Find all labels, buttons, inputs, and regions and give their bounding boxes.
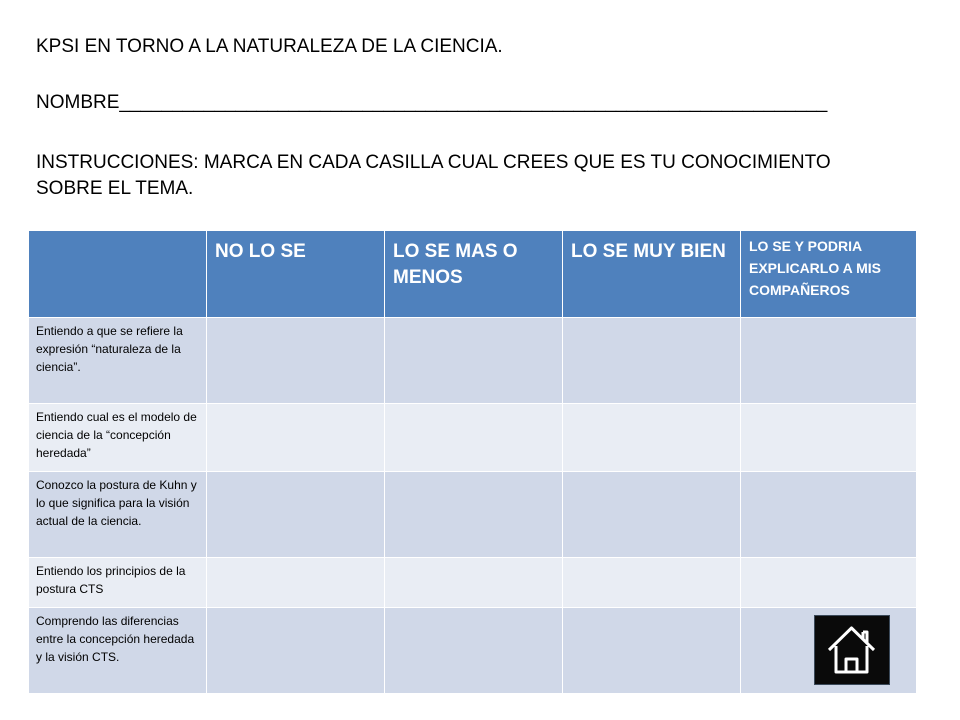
answer-cell[interactable]: [563, 608, 741, 694]
answer-cell[interactable]: [563, 558, 741, 608]
kpsi-table: [28, 230, 917, 694]
table-row: [29, 318, 917, 404]
answer-cell[interactable]: [207, 558, 385, 608]
row-statement: Entiendo los principios de la postura CTS: [29, 558, 207, 608]
answer-cell[interactable]: [563, 404, 741, 472]
answer-cell[interactable]: [207, 404, 385, 472]
table-row: [29, 558, 917, 608]
answer-cell[interactable]: [563, 472, 741, 558]
header-lo-se-y-podria-explicarlo: LO SE Y PODRIA EXPLICARLO A MIS COMPAÑEROS: [741, 231, 917, 318]
row-statement: Conozco la postura de Kuhn y lo que significa para la visión actual de la ciencia.: [29, 472, 207, 558]
home-icon: [815, 616, 888, 683]
answer-cell[interactable]: [563, 318, 741, 404]
answer-cell[interactable]: [207, 608, 385, 694]
name-line: NOMBRE___________________________________________________________________: [36, 92, 828, 113]
answer-cell[interactable]: [207, 318, 385, 404]
header-lo-se-mas-o-menos: LO SE MAS O MENOS: [385, 231, 563, 318]
row-statement: Entiendo a que se refiere la expresión “naturaleza de la ciencia”.: [29, 318, 207, 404]
answer-cell[interactable]: [741, 558, 917, 608]
answer-cell[interactable]: [741, 472, 917, 558]
table-row: [29, 608, 917, 694]
answer-cell[interactable]: [741, 404, 917, 472]
table-row: [29, 404, 917, 472]
row-statement: Entiendo cual es el modelo de ciencia de la “concepción heredada”: [29, 404, 207, 472]
instructions: INSTRUCCIONES: MARCA EN CADA CASILLA CUAL CREES QUE ES TU CONOCIMIENTO SOBRE EL TEMA.: [36, 152, 831, 199]
header-no-lo-se: NO LO SE: [207, 231, 385, 318]
page-title: KPSI EN TORNO A LA NATURALEZA DE LA CIENCIA.: [36, 36, 503, 57]
answer-cell[interactable]: [385, 472, 563, 558]
table-row: [29, 472, 917, 558]
answer-cell[interactable]: [385, 608, 563, 694]
header-lo-se-muy-bien: LO SE MUY BIEN: [563, 231, 741, 318]
answer-cell[interactable]: [385, 558, 563, 608]
row-statement: Comprendo las diferencias entre la concepción heredada y la visión CTS.: [29, 608, 207, 694]
answer-cell[interactable]: [741, 318, 917, 404]
home-button[interactable]: [814, 615, 890, 685]
answer-cell[interactable]: [207, 472, 385, 558]
answer-cell[interactable]: [385, 318, 563, 404]
table-header-row: [29, 231, 917, 318]
answer-cell[interactable]: [385, 404, 563, 472]
header-empty: [29, 231, 207, 318]
